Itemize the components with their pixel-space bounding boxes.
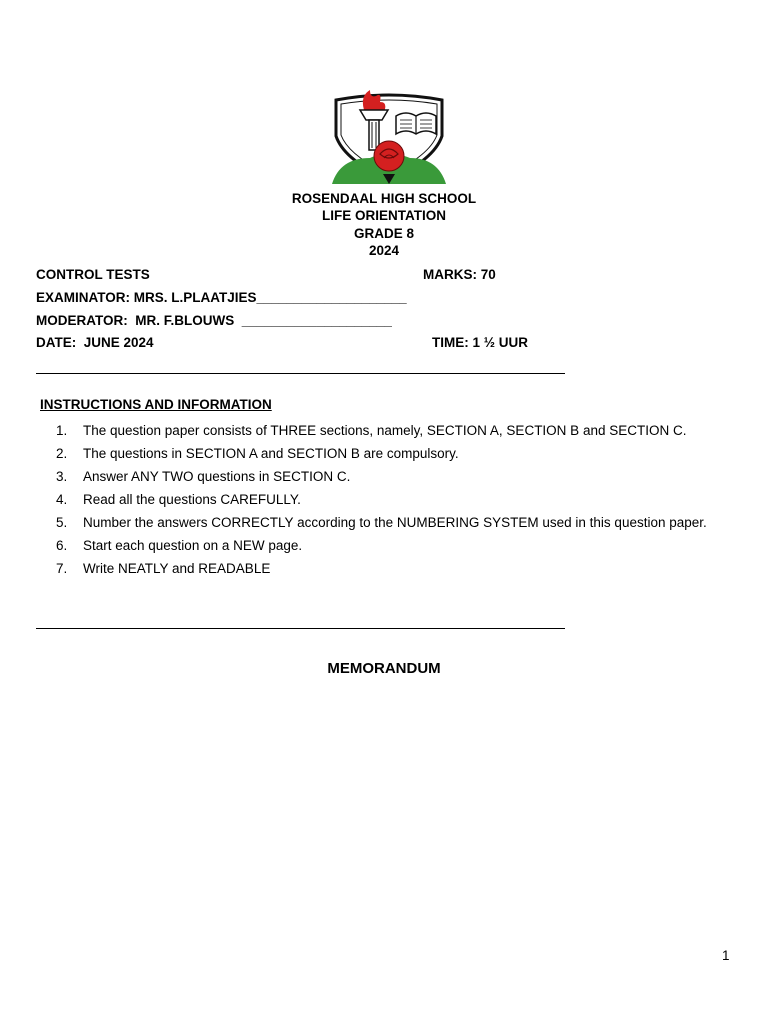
item-number: 3.: [56, 469, 68, 484]
time-label: TIME: 1 ½ UUR: [432, 335, 529, 350]
school-crest-icon: [330, 88, 448, 188]
item-number: 7.: [56, 561, 68, 576]
item-number: 6.: [56, 538, 68, 553]
moderator-line: MODERATOR: MR. F.BLOUWS ____________________: [36, 313, 392, 328]
item-number: 4.: [56, 492, 68, 507]
date-label: DATE: JUNE 2024: [36, 335, 154, 350]
item-text: The question paper consists of THREE sections, namely, SECTION A, SECTION B and SECTION C.: [83, 423, 687, 438]
test-label: CONTROL TESTS: [36, 267, 150, 282]
item-text: Answer ANY TWO questions in SECTION C.: [83, 469, 351, 484]
list-item: [56, 511, 736, 534]
instructions-title: INSTRUCTIONS AND INFORMATION: [40, 397, 272, 412]
item-text: The questions in SECTION A and SECTION B are compulsory.: [83, 446, 459, 461]
subject-title: LIFE ORIENTATION: [322, 208, 446, 223]
year-label: 2024: [368, 243, 400, 258]
item-number: 2.: [56, 446, 68, 461]
list-item: [56, 488, 736, 511]
item-text: Write NEATLY and READABLE: [83, 561, 271, 576]
list-item: [56, 419, 736, 442]
examinator-line: EXAMINATOR: MRS. L.PLAATJIES____________________: [36, 290, 407, 305]
list-item: [56, 557, 736, 580]
list-item: [56, 442, 736, 465]
item-number: 5.: [56, 515, 68, 530]
marks-label: MARKS: 70: [423, 267, 496, 282]
divider-bottom: [36, 628, 565, 629]
item-text: Start each question on a NEW page.: [83, 538, 303, 553]
grade-label: GRADE 8: [353, 226, 414, 241]
memorandum-title: MEMORANDUM: [327, 660, 441, 677]
list-item: [56, 465, 736, 488]
item-text: Read all the questions CAREFULLY.: [83, 492, 301, 507]
instructions-list: [56, 419, 736, 580]
divider-top: [36, 373, 565, 374]
item-number: 1.: [56, 423, 68, 438]
page-number: 1: [722, 948, 730, 963]
school-name: ROSENDAAL HIGH SCHOOL: [291, 191, 477, 206]
list-item: [56, 534, 736, 557]
item-text: Number the answers CORRECTLY according to the NUMBERING SYSTEM used in this question paper.: [83, 515, 707, 530]
